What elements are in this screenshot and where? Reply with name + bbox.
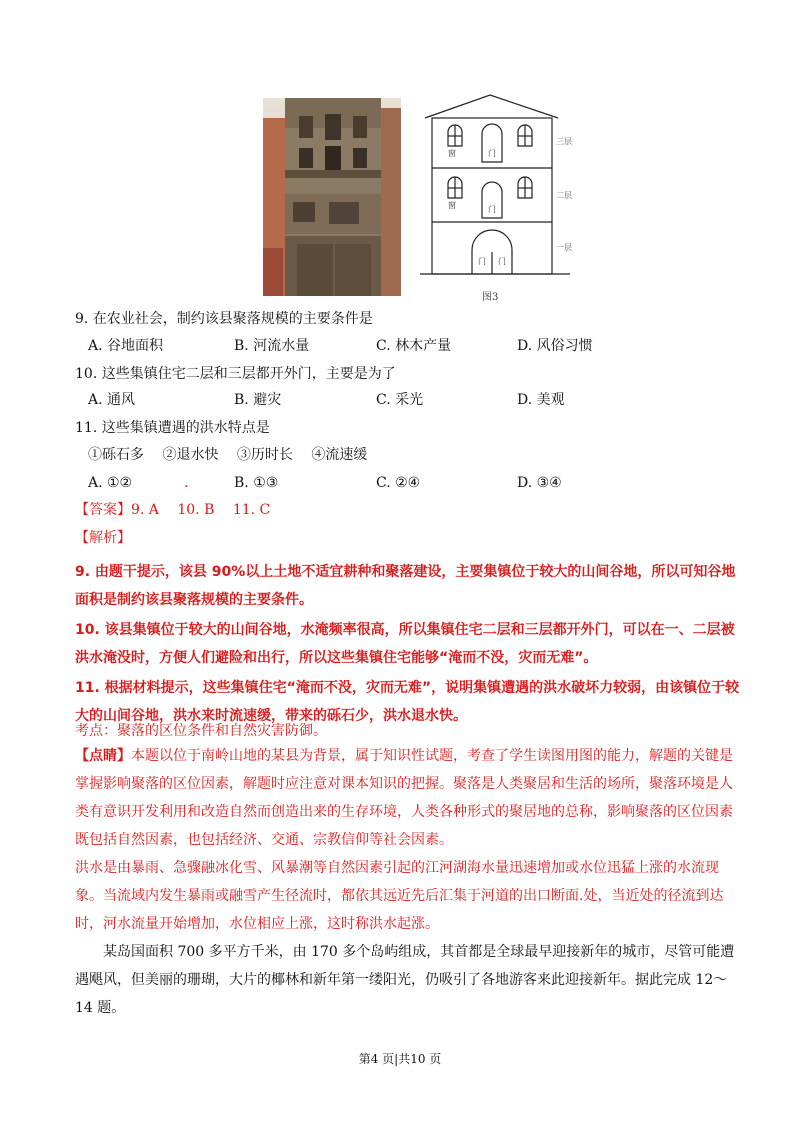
q9-option-d: D. 风俗习惯 xyxy=(517,338,593,354)
building-photo-image xyxy=(263,98,401,296)
analysis-p10: 10. 该县集镇位于较大的山间谷地，水淹频率很高，所以集镇住宅二层和三层都开外门，可以在一、二层被洪水淹没时，方便人们避险和出行，所以这些集镇住宅能够“淹而不没，灾而无难”。 xyxy=(75,622,735,666)
dianjing-paragraph xyxy=(75,742,740,854)
q10-option-c: C. 采光 xyxy=(376,392,424,408)
analysis-label: 【解析】 xyxy=(75,530,131,546)
q11-dot-mark: . xyxy=(184,475,189,491)
q11-stem: 11. 这些集镇遭遇的洪水特点是 xyxy=(75,420,270,436)
q10-option-b: B. 避灾 xyxy=(234,392,282,408)
flood-paragraph: 洪水是由暴雨、急骤融冰化雪、风暴潮等自然因素引起的江河湖海水量迅速增加或水位迅猛上涨的水流现象。当流域内发生暴雨或融雪产生径流时，都依其远近先后汇集于河道的出口断面.处，当近处的径流到达时，河水流量开始增加，水位相应上涨，这时称洪水起涨。 xyxy=(75,860,724,932)
kaodian: 考点：聚落的区位条件和自然灾害防御。 xyxy=(75,723,327,739)
door-label-3f: 门 xyxy=(488,149,496,158)
q11-option-c: C. ②④ xyxy=(376,475,421,491)
q11-option-a: A. ①② xyxy=(88,475,133,491)
page-footer: 第4 页|共10 页 xyxy=(358,1052,442,1066)
q9-stem: 9. 在农业社会，制约该县聚落规模的主要条件是 xyxy=(75,311,373,327)
building-photo xyxy=(263,98,401,296)
q11-items: ①砾石多 ②退水快 ③历时长 ④流速缓 xyxy=(88,447,368,463)
intro-paragraph: 某岛国面积 700 多平方千米，由 170 多个岛屿组成，其首都是全球最早迎接新年的城市，尽管可能遭遇飓风，但美丽的珊瑚，大片的椰林和新年第一缕阳光，仍吸引了各地游客来此迎接新年。据此完成 12～14 题。 xyxy=(75,944,735,1016)
house-diagram-svg xyxy=(420,92,600,302)
window-label-2f: 窗 xyxy=(448,201,456,210)
q9-option-b: B. 河流水量 xyxy=(234,338,310,354)
floor-label-3: 三层 xyxy=(556,137,572,146)
floor-label-1: 一层 xyxy=(556,243,572,252)
dianjing-text: 本题以位于南岭山地的某县为背景，属于知识性试题，考查了学生读图用图的能力，解题的关键是掌握影响聚落的区位因素，解题时应注意对课本知识的把握。聚落是人类聚居和生活的场所，聚落环境是人类有意识开发利用和改造自然而创造出来的生存环境，人类各种形式的聚居地的总称，影响聚落的区位因素既包括自然因素，也包括经济、交通、宗教信仰等社会因素。 xyxy=(75,748,733,848)
q9-option-c: C. 林木产量 xyxy=(376,338,452,354)
answer-line xyxy=(75,500,270,520)
door-label-1f-left: 门 xyxy=(478,257,486,266)
q10-option-d: D. 美观 xyxy=(517,392,565,408)
door-label-2f: 门 xyxy=(488,205,496,214)
analysis-p11: 11. 根据材料提示，这些集镇住宅“淹而不没，灾而无难”，说明集镇遭遇的洪水破坏力较弱，由该镇位于较大的山间谷地，洪水来时流速缓，带来的砾石少，洪水退水快。 xyxy=(75,680,740,724)
door-label-1f-right: 门 xyxy=(498,257,506,266)
answer-text: 9. A 10. B 11. C xyxy=(131,502,271,518)
analysis-p9: 9. 由题干提示，该县 90%以上土地不适宜耕种和聚落建设，主要集镇位于较大的山间谷地，所以可知谷地面积是制约该县聚落规模的主要条件。 xyxy=(75,564,736,608)
house-diagram xyxy=(420,92,600,302)
dianjing-label: 【点睛】 xyxy=(75,748,131,764)
floor-label-2: 二层 xyxy=(556,191,572,200)
q10-option-a: A. 通风 xyxy=(88,392,136,408)
window-label-3f: 窗 xyxy=(448,149,456,158)
q9-option-a: A. 谷地面积 xyxy=(88,338,164,354)
q11-option-b: B. ①③ xyxy=(234,475,279,491)
figure-caption: 图3 xyxy=(482,292,499,303)
answer-label: 【答案】 xyxy=(75,502,131,518)
q10-stem: 10. 这些集镇住宅二层和三层都开外门，主要是为了 xyxy=(75,366,396,382)
q11-option-d: D. ③④ xyxy=(517,475,562,491)
